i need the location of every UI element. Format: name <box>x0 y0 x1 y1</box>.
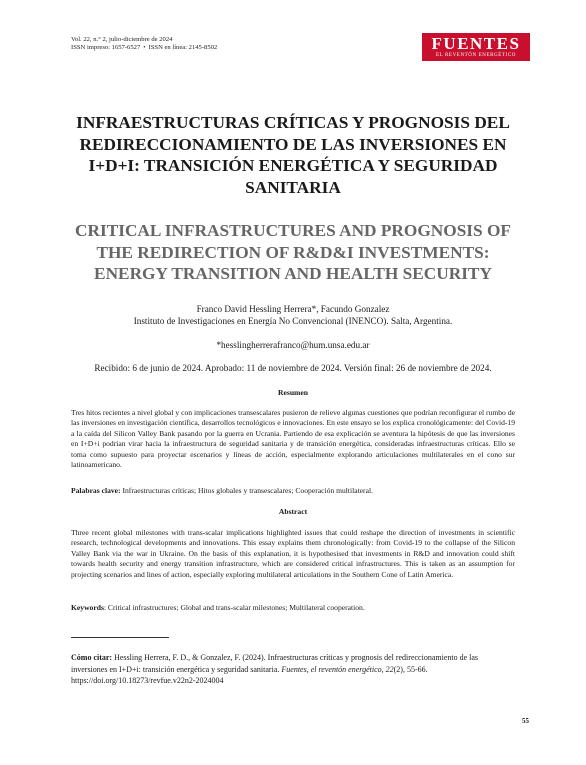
issn-line: ISSN impreso: 1657-6527 • ISSN en línea: 2145-8502 <box>71 44 218 52</box>
author-block <box>60 303 526 327</box>
logo-name: FUENTES <box>431 34 521 53</box>
citation-text-b: (2), 55-66. https://doi.org/10.18273/revfue.v22n2-2024004 <box>71 664 428 685</box>
keywords-es <box>71 486 515 496</box>
issn-print: ISSN impreso: 1657-6527 <box>71 44 141 52</box>
abstract-text: Three recent global milestones with trans-scalar implications highlighted issues that could reshape the direction of investments in scientific research, technological developments and innovations. This essay explains them chronologically: from Covid-19 to the collapse of the Silicon Valley Bank via the war in Ukraine. On the basis of this explanation, it is hypothesised that investments in R&D and innovation could shift towards health security and energy transition infrastructure, which are considered critical infrastructures. This is taken as an assumption for projecting scenarios and lines of action, especially exploring multilateral articulations in the Southern Cone of Latin America. <box>71 528 515 579</box>
citation <box>71 652 515 687</box>
keywords-es-label: Palabras clave: <box>71 486 121 495</box>
authors: Franco David Hessling Herrera*, Facundo Gonzalez <box>196 304 390 314</box>
keywords-en-label: Keywords <box>71 603 104 612</box>
journal-meta <box>71 36 217 53</box>
issn-online: ISSN en línea: 2145-8502 <box>148 44 218 52</box>
title-spanish: INFRAESTRUCTURAS CRÍTICAS Y PROGNOSIS DEL REDIRECCIONAMIENTO DE LAS INVERSIONES EN I+D+I: TRANSICIÓN ENERGÉTICA Y SEGURIDAD SANITARIA <box>76 113 510 197</box>
affiliation: Instituto de Investigaciones en Energía No Convencional (INENCO). Salta, Argentina. <box>133 316 453 326</box>
journal-logo <box>422 33 530 61</box>
volume-line: Vol. 22, n.° 2, julio-diciembre de 2024 <box>71 36 173 43</box>
citation-journal: Fuentes, el reventón energético, 22 <box>281 664 394 674</box>
page-number: 55 <box>522 717 529 725</box>
citation-text-a: Hessling Herrera, F. D., & Gonzalez, F. (2024). Infraestructuras críticas y prognosis del redireccionamiento de las inversiones en I+D+i: transición energética y seguridad sanitaria. <box>71 653 479 674</box>
title-english: CRITICAL INFRASTRUCTURES AND PROGNOSIS OF THE REDIRECTION OF R&D&I INVESTMENTS: ENERGY TRANSITION AND HEALTH SECURITY <box>75 221 511 283</box>
abstract-heading: Abstract <box>278 507 308 516</box>
keywords-es-text: Infraestructuras críticas; Hitos globales y transescalares; Cooperación multilateral. <box>122 486 373 495</box>
keywords-en-text: : Critical infrastructures; Global and trans-scalar milestones; Multilateral cooperation. <box>103 603 365 612</box>
footnote-rule <box>71 637 169 638</box>
resumen-heading: Resumen <box>278 388 308 397</box>
keywords-en <box>71 603 515 613</box>
corresponding-email: *hesslingherrerafranco@hum.unsa.edu.ar <box>216 340 370 350</box>
citation-label: Cómo citar: <box>71 653 113 662</box>
resumen-text: Tres hitos recientes a nivel global y con implicaciones transescalares pusieron de relieve algunas cuestiones que podrían reconfigurar el rumbo de las inversiones en investigación científica, desarrollos tecnológicos e innovaciones. En este ensayo se los explica cronológicamente: del Covid-19 a la caída del Silicon Valley Bank pasando por la guerra en Ucrania. Partiendo de esa explicación se aventura la hipótesis de que las inversiones en I+D+i podrían virar hacia la infraestructura de seguridad sanitaria y de transición energética, consideradas infraestructuras críticas. Ello se toma como supuesto para proyectar escenarios y líneas de acción, especialmente explorando articulaciones multilaterales en el cono sur latinoamericano. <box>71 408 515 470</box>
submission-dates: Recibido: 6 de junio de 2024. Aprobado: 11 de noviembre de 2024. Versión final: 26 de noviembre de 2024. <box>94 363 492 373</box>
logo-tagline: EL REVENTÓN ENERGÉTICO <box>436 53 516 58</box>
